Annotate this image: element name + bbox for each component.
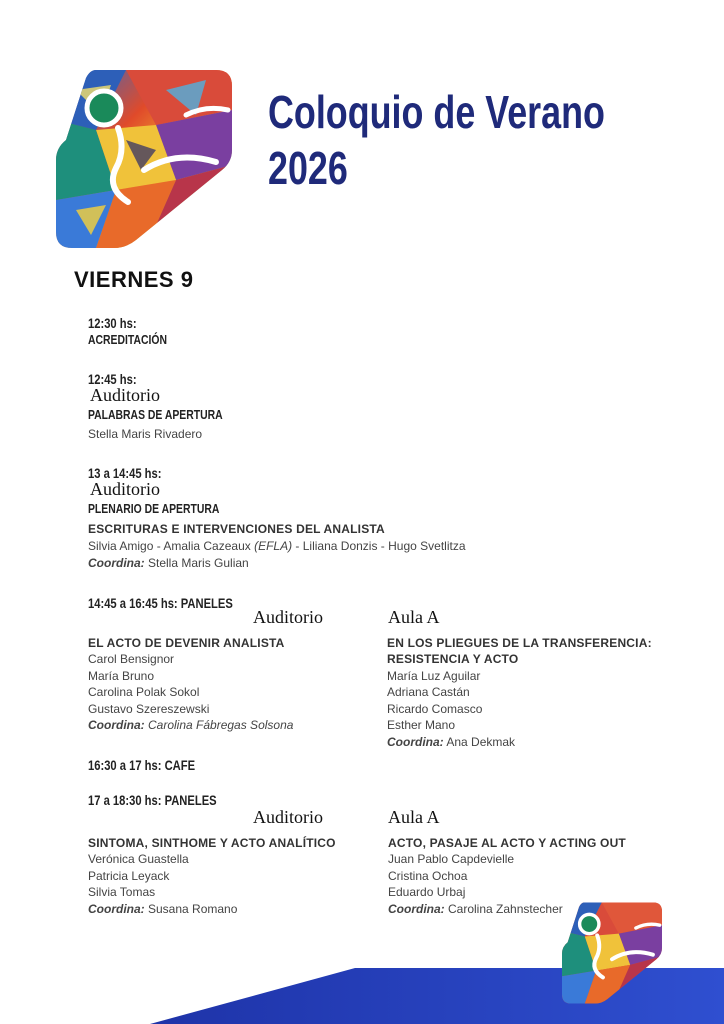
panelist: Patricia Leyack (88, 869, 170, 883)
coordinator (88, 718, 293, 732)
coordinator-name: Stella Maris Gulian (144, 556, 249, 570)
logo-icon (56, 70, 232, 248)
title-line-1: Coloquio de Verano (268, 86, 605, 138)
panelist: Eduardo Urbaj (388, 885, 466, 899)
panelist: Gustavo Szereszewski (88, 702, 210, 716)
time-slot-5: 16:30 a 17 hs: CAFE (88, 757, 196, 773)
event-plenario: PLENARIO DE APERTURA (88, 501, 220, 516)
panel-title-left: SINTOMA, SINTHOME Y ACTO ANALÍTICO (88, 836, 336, 850)
room-label-left: Auditorio (253, 807, 323, 827)
room-label: Auditorio (90, 385, 160, 405)
event-acreditacion: ACREDITACIÓN (88, 332, 167, 347)
panelist: Ricardo Comasco (387, 702, 483, 716)
panelist: María Luz Aguilar (387, 669, 481, 683)
column-divider (360, 600, 366, 732)
time-slot-6: 17 a 18:30 hs: PANELES (88, 792, 217, 808)
day-heading: VIERNES 9 (74, 267, 194, 292)
speakers-part: - Liliana Donzis - Hugo Svetlitza (292, 539, 466, 553)
coordinator (387, 735, 515, 749)
time-slot-2: 12:45 hs: (88, 371, 137, 387)
coordinator-name: Carolina Fábregas Solsona (144, 718, 294, 732)
column-divider (360, 800, 366, 910)
coordinator-label: Coordina: (88, 902, 145, 916)
room-label: Auditorio (90, 479, 160, 499)
speaker-list (88, 539, 466, 553)
time-slot-1: 12:30 hs: (88, 315, 137, 331)
room-label-right: Aula A (388, 607, 440, 627)
coordinator (88, 556, 249, 570)
room-label-left: Auditorio (253, 607, 323, 627)
panel-title-right-2: RESISTENCIA Y ACTO (387, 652, 519, 666)
time-slot-4: 14:45 a 16:45 hs: PANELES (88, 595, 233, 611)
room-label-right: Aula A (388, 807, 440, 827)
session-subtitle: ESCRITURAS E INTERVENCIONES DEL ANALISTA (88, 522, 385, 536)
coordinator-label: Coordina: (88, 718, 145, 732)
panelist: María Bruno (88, 669, 155, 683)
coordinator (88, 902, 237, 916)
panel-title-right: EN LOS PLIEGUES DE LA TRANSFERENCIA: (387, 636, 652, 650)
logo-small-icon (562, 902, 662, 1004)
panelist: Juan Pablo Capdevielle (388, 852, 515, 866)
panel-title-left: EL ACTO DE DEVENIR ANALISTA (88, 636, 285, 650)
coordinator-name: Carolina Zahnstecher (444, 902, 563, 916)
coordinator-label: Coordina: (88, 556, 145, 570)
coordinator (388, 902, 563, 916)
title-line-2: 2026 (268, 142, 348, 194)
speakers-institution: (EFLA) (254, 539, 293, 553)
speakers-part: Silvia Amigo - Amalia Cazeaux (88, 539, 255, 553)
speaker-name: Stella Maris Rivadero (88, 427, 203, 441)
panel-title-right: ACTO, PASAJE AL ACTO Y ACTING OUT (388, 836, 626, 850)
coordinator-label: Coordina: (387, 735, 444, 749)
page-title (268, 84, 605, 196)
panelist: Verónica Guastella (88, 852, 189, 866)
time-slot-3: 13 a 14:45 hs: (88, 465, 162, 481)
coordinator-name: Ana Dekmak (443, 735, 516, 749)
panelist: Carol Bensignor (88, 652, 175, 666)
panelist: Esther Mano (387, 718, 456, 732)
panelist: Carolina Polak Sokol (88, 685, 200, 699)
panelist: Silvia Tomas (88, 885, 156, 899)
coordinator-name: Susana Romano (144, 902, 238, 916)
panelist: Adriana Castán (387, 685, 470, 699)
panelist: Cristina Ochoa (388, 869, 468, 883)
coordinator-label: Coordina: (388, 902, 445, 916)
event-palabras: PALABRAS DE APERTURA (88, 407, 223, 422)
